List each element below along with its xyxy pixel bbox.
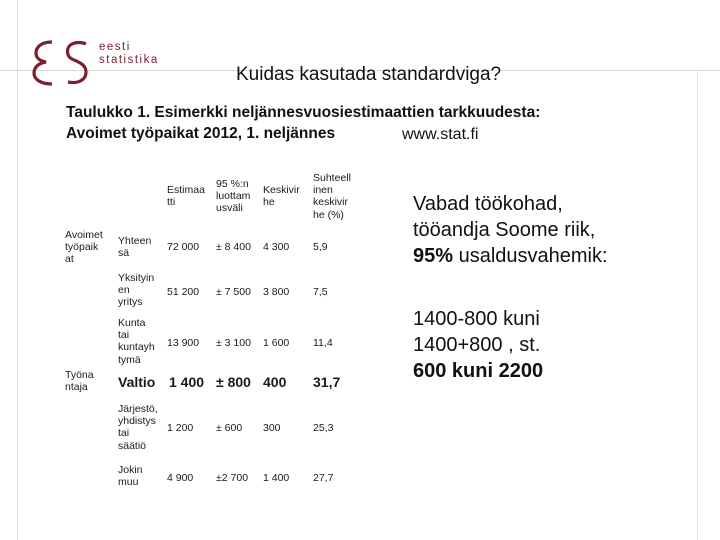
cell-rse: 25,3 xyxy=(313,422,334,434)
cell-se: 300 xyxy=(263,422,281,434)
cell-rse: 11,4 xyxy=(313,337,333,349)
header-relative-error: Suhteell inen keskivir he (%) xyxy=(313,172,351,221)
frame-right-line xyxy=(697,70,698,540)
row-label-association: Järjestö, yhdistys tai säätiö xyxy=(118,403,158,452)
group-label-vacancies: Avoimet työpaik at xyxy=(65,229,103,266)
note-line-2: tööandja Soome riik, xyxy=(413,219,596,241)
cell-se: 4 300 xyxy=(263,241,290,253)
cell-se: 1 600 xyxy=(263,337,290,349)
header-estimate: Estimaa tti xyxy=(167,184,205,209)
cell-ci: ± 7 500 xyxy=(216,286,251,298)
cell-estimate: 4 900 xyxy=(167,472,194,484)
cell-rse: 5,9 xyxy=(313,241,328,253)
cell-ci: ± 3 100 xyxy=(216,337,251,349)
note-percent: 95% xyxy=(413,245,454,267)
logo-word-eesti: eesti xyxy=(99,41,131,53)
cell-estimate: 72 000 xyxy=(167,241,200,253)
header-standard-error: Keskivir he xyxy=(263,184,300,209)
row-label-other: Jokin muu xyxy=(118,464,143,489)
note2-line-3: 600 kuni 2200 xyxy=(413,360,544,382)
note-line-3 xyxy=(413,243,608,269)
cell-rse: 31,7 xyxy=(313,374,341,390)
note2-line-2: 1400+800 , st. xyxy=(413,334,541,356)
note2-line-1: 1400-800 kuni xyxy=(413,308,540,330)
cell-estimate: 1 200 xyxy=(167,422,194,434)
row-label-total: Yhteen sä xyxy=(118,235,152,260)
cell-se: 400 xyxy=(263,374,287,390)
cell-se: 1 400 xyxy=(263,472,290,484)
es-logo-mark-icon xyxy=(30,38,92,86)
group-label-employer: Työna ntaja xyxy=(65,369,94,394)
row-label-private: Yksityin en yritys xyxy=(118,272,155,309)
cell-ci: ± 800 xyxy=(216,374,251,390)
cell-rse: 27,7 xyxy=(313,472,334,484)
frame-vertical-line xyxy=(17,0,18,540)
note-line-1: Vabad töökohad, xyxy=(413,193,563,215)
cell-rse: 7,5 xyxy=(313,286,328,298)
note-ci-label: usaldusvahemik: xyxy=(458,245,608,267)
slide-title: Kuidas kasutada standardviga? xyxy=(236,64,502,85)
cell-ci: ± 8 400 xyxy=(216,241,251,253)
cell-estimate: 1 400 xyxy=(169,374,205,390)
table-caption-line1: Taulukko 1. Esimerkki neljännesvuosiestimaattien tarkkuudesta: xyxy=(66,104,541,121)
cell-ci: ±2 700 xyxy=(216,472,249,484)
cell-estimate: 13 900 xyxy=(167,337,200,349)
row-label-state: Valtio xyxy=(118,374,156,390)
table-caption-line2: Avoimet työpaikat 2012, 1. neljännes xyxy=(66,125,336,142)
header-confidence-interval: 95 %:n luottam usväli xyxy=(216,178,251,215)
cell-estimate: 51 200 xyxy=(167,286,200,298)
logo-word-statistika: statistika xyxy=(99,54,159,66)
source-link[interactable]: www.stat.fi xyxy=(402,126,479,143)
cell-se: 3 800 xyxy=(263,286,290,298)
cell-ci: ± 600 xyxy=(216,422,243,434)
es-logo-icon xyxy=(30,38,92,91)
row-label-municipality: Kunta tai kuntayh tymä xyxy=(118,317,155,366)
